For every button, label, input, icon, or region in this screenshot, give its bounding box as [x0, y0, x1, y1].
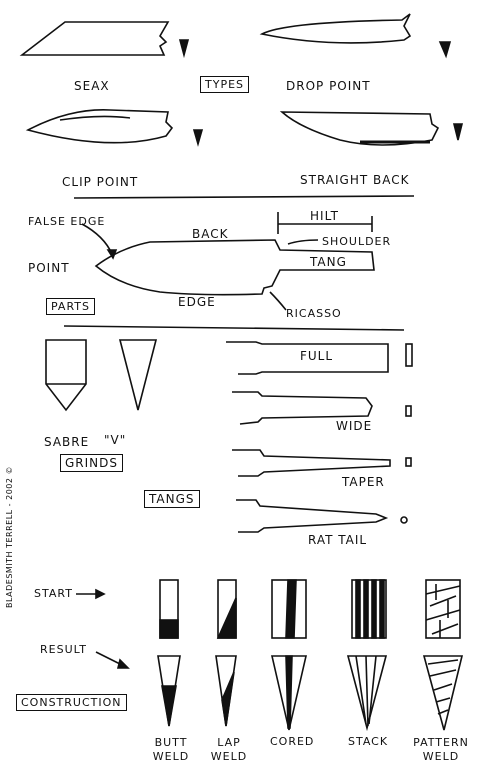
tang-taper-label: TAPER — [342, 475, 385, 489]
edge-label: EDGE — [178, 295, 216, 309]
tangs-box-label: TANGS — [144, 490, 200, 508]
butt-weld-label: BUTT WELD — [152, 736, 190, 764]
pattern-weld-label: PATTERN WELD — [413, 736, 469, 764]
v-grind-shape — [120, 340, 156, 410]
start-label: START — [34, 587, 73, 600]
tang-taper-section — [406, 458, 411, 466]
tang-wide-section — [406, 406, 411, 416]
tang-full-section — [406, 344, 412, 366]
point-label: POINT — [28, 261, 70, 275]
drop-point-blade — [262, 14, 410, 43]
seax-label: SEAX — [74, 79, 110, 93]
sabre-grind-shape — [46, 340, 86, 410]
straight-back-blade — [282, 112, 438, 145]
drop-point-label: DROP POINT — [286, 79, 371, 93]
tang-rat-tail-label: RAT TAIL — [308, 533, 368, 547]
construction-box-label: CONSTRUCTION — [16, 694, 127, 711]
result-label: RESULT — [40, 643, 87, 656]
tang-full-label: FULL — [300, 349, 334, 363]
seax-section-icon — [180, 40, 188, 55]
seax-blade — [22, 22, 168, 55]
drop-point-section-icon — [440, 42, 450, 56]
sabre-label: SABRE — [44, 435, 90, 449]
clip-point-section-icon — [194, 130, 202, 144]
false-edge-label: FALSE EDGE — [28, 215, 106, 228]
shoulder-label: SHOULDER — [322, 235, 392, 248]
tang-rat-tail-shape — [236, 500, 386, 532]
stack-label: STACK — [348, 735, 389, 748]
divider-line — [74, 196, 414, 198]
divider-line — [64, 326, 404, 330]
clip-point-blade — [28, 110, 172, 143]
credit-text: BLADESMITH TERRELL - 2002 © — [5, 465, 14, 608]
straight-back-section-icon — [454, 124, 462, 140]
back-label: BACK — [192, 227, 229, 241]
hilt-label: HILT — [310, 209, 339, 223]
clip-point-label: CLIP POINT — [62, 175, 139, 189]
tang-label: TANG — [310, 255, 347, 269]
v-label: "V" — [104, 433, 127, 447]
lap-weld-label: LAP WELD — [210, 736, 248, 764]
straight-back-label: STRAIGHT BACK — [300, 173, 410, 187]
tang-wide-label: WIDE — [336, 419, 373, 433]
pattern-weld-result — [424, 656, 462, 730]
ricasso-label: RICASSO — [286, 307, 342, 320]
tang-rat-tail-section — [401, 517, 407, 523]
parts-box-label: PARTS — [46, 298, 95, 315]
types-box-label: TYPES — [200, 76, 249, 93]
grinds-box-label: GRINDS — [60, 454, 123, 472]
tang-taper-shape — [232, 450, 390, 476]
cored-label: CORED — [270, 735, 315, 748]
